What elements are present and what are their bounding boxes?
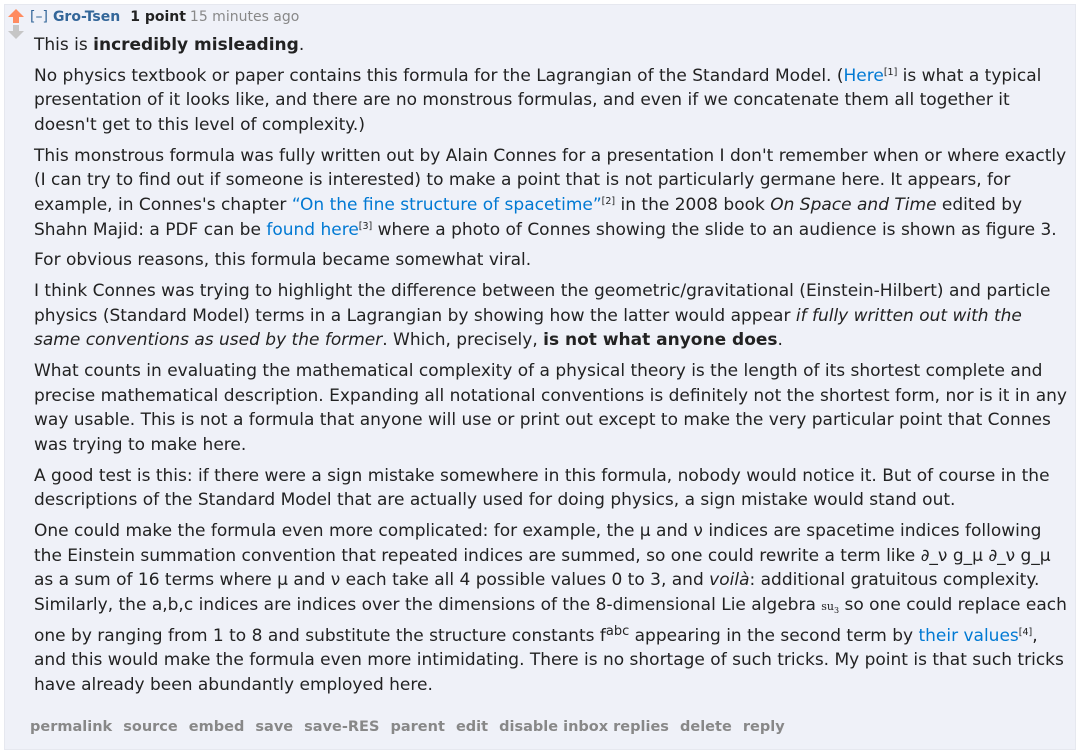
permalink-button[interactable]: permalink bbox=[30, 719, 113, 735]
text: , and this would make the formula even more intimidating. There is no shortage of such tricks. My point is that such tricks have already been abundantly employed here. bbox=[34, 625, 1064, 695]
text: . bbox=[777, 330, 783, 351]
lie-name: su bbox=[821, 599, 835, 613]
book-title: On Space and Time bbox=[770, 194, 937, 215]
text: appearing in the second term by bbox=[629, 625, 919, 646]
text: I think Connes was trying to highlight the difference between the geometric/gravitational (Einstein-Hilbert) and particle physics (Standard Model) terms in a Lagrangian by showing how the latter would appear bbox=[34, 281, 1051, 326]
italic-text: voilà bbox=[709, 570, 750, 591]
disable-inbox-replies-button[interactable]: disable inbox replies bbox=[499, 719, 669, 735]
text: No physics textbook or paper contains this formula for the Lagrangian of the Standard Model. ( bbox=[34, 65, 844, 86]
edit-button[interactable]: edit bbox=[455, 719, 489, 735]
comment-actions bbox=[30, 719, 791, 735]
source-button[interactable]: source bbox=[123, 719, 178, 735]
superscript: abc bbox=[605, 623, 630, 639]
found-here-link[interactable]: found here bbox=[266, 219, 359, 240]
reply-button[interactable]: reply bbox=[742, 719, 785, 735]
comment-tagline bbox=[30, 8, 299, 26]
save-button[interactable]: save bbox=[255, 719, 294, 735]
comment bbox=[4, 4, 1076, 750]
vote-arrows bbox=[8, 9, 28, 39]
lie-algebra-symbol bbox=[821, 600, 839, 613]
here-link[interactable]: Here bbox=[843, 65, 884, 86]
downvote-arrow-icon[interactable] bbox=[8, 25, 24, 39]
text: This is bbox=[34, 35, 94, 55]
comment-body bbox=[34, 33, 1070, 704]
collapse-toggle[interactable]: [–] bbox=[30, 9, 48, 25]
text: This monstrous formula was fully written out by Alain Connes for a presentation I don't remember when or where exactly (I can try to find out if someone is interested) to make a point that is not particularly germane here. It appears, for example, in Connes's chapter bbox=[34, 145, 1067, 215]
paragraph bbox=[34, 144, 1070, 242]
text: is what a typical presentation of it looks like, and there are no monstrous formulas, and even if we concatenate them all together it doesn't get to this level of complexity.) bbox=[34, 65, 1042, 135]
paragraph: A good test is this: if there were a sign mistake somewhere in this formula, nobody would notice it. But of course in the descriptions of the Standard Model that are actually used for doing physics, a sign mistake would stand out. bbox=[34, 465, 1050, 511]
comment-timestamp: 15 minutes ago bbox=[189, 9, 300, 25]
text: in the 2008 book bbox=[615, 194, 771, 215]
text: where a photo of Connes showing the slide to an audience is shown as figure 3. bbox=[372, 219, 1057, 240]
paragraph bbox=[34, 279, 1070, 353]
text: One could make the formula even more complicated: for example, the μ and ν indices are spacetime indices following the Einstein summation convention that repeated indices are summed, so one could rewrite a term like ∂_ν g_μ ∂_ν g_μ as a sum of 16 terms where μ and ν each take all 4 possible values 0 to 3, and bbox=[34, 521, 1051, 591]
text: . Which, precisely, bbox=[382, 330, 544, 351]
embed-button[interactable]: embed bbox=[188, 719, 245, 735]
text: . bbox=[298, 35, 305, 55]
paragraph bbox=[34, 64, 1070, 138]
paragraph: What counts in evaluating the mathematical complexity of a physical theory is the length of its shortest complete and precise mathematical description. Expanding all notational conventions is definitely not the shortest form, nor is it in any way usable. This is not a formula that anyone will use or print out except to make the very particular point that Connes was trying to make here. bbox=[34, 361, 1067, 455]
parent-button[interactable]: parent bbox=[390, 719, 445, 735]
lie-subscript: 3 bbox=[834, 605, 840, 615]
text: so one could replace each one by ranging from 1 to 8 and substitute the structure constants f bbox=[34, 594, 1067, 646]
paragraph bbox=[34, 519, 1070, 697]
author-link[interactable]: Gro-Tsen bbox=[52, 9, 121, 25]
paragraph bbox=[34, 33, 1070, 58]
bold-text: incredibly misleading bbox=[93, 35, 299, 55]
footnote-ref: [4] bbox=[1018, 626, 1033, 638]
text: edited by Shahn Majid: a PDF can be bbox=[34, 194, 1023, 240]
their-values-link[interactable]: their values bbox=[918, 625, 1019, 646]
save-res-button[interactable]: save-RES bbox=[304, 719, 380, 735]
comment-score: 1 point bbox=[130, 9, 186, 25]
fine-structure-link[interactable]: “On the fine structure of spacetime” bbox=[291, 194, 602, 215]
text: : additional gratuitous complexity. Similarly, the a,b,c indices are indices over the dimensions of the 8-dimensional Lie algebra bbox=[34, 570, 1040, 615]
footnote-ref: [3] bbox=[358, 220, 373, 232]
upvote-arrow-icon[interactable] bbox=[8, 9, 24, 23]
footnote-ref: [1] bbox=[883, 66, 898, 78]
italic-text: if fully written out with the same conventions as used by the former bbox=[34, 305, 1022, 351]
bold-text: is not what anyone does bbox=[543, 330, 778, 351]
footnote-ref: [2] bbox=[601, 195, 616, 207]
paragraph: For obvious reasons, this formula became somewhat viral. bbox=[34, 250, 532, 271]
delete-button[interactable]: delete bbox=[680, 719, 732, 735]
